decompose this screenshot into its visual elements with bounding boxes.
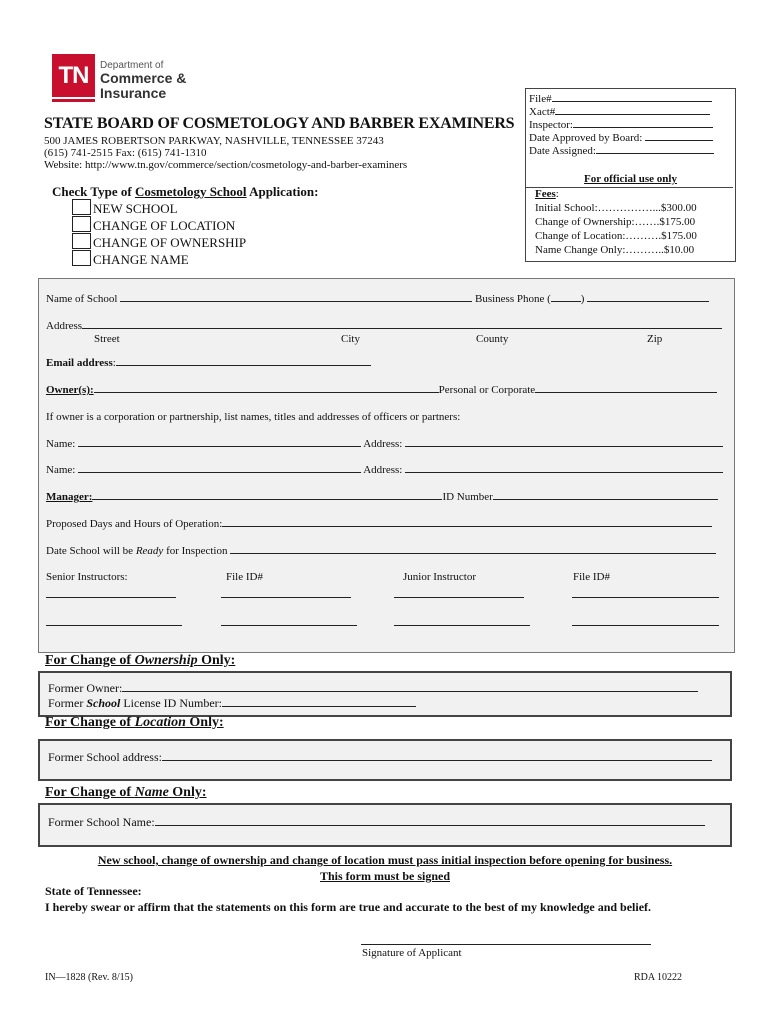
officer-2-name-field[interactable] [78, 472, 361, 473]
file-number-row [529, 93, 712, 106]
school-name-field[interactable] [120, 301, 472, 302]
personal-corporate-label: Personal or Corporate [438, 384, 536, 396]
city-caption: City [341, 333, 360, 345]
option-change-location [72, 216, 235, 234]
new-school-label: NEW SCHOOL [93, 201, 178, 216]
senior-instructor-2-field[interactable] [46, 625, 182, 626]
license-label-pre: Former [48, 696, 87, 710]
business-phone-field[interactable] [587, 301, 709, 302]
state-label: State of Tennessee: [45, 884, 142, 898]
fee-change-location: Change of Location:……….$175.00 [535, 230, 697, 242]
inspection-notice-line-1: New school, change of ownership and change of location must pass initial inspection before opening for business. [97, 853, 673, 867]
junior-file-id-label: File ID# [573, 571, 610, 583]
fees-heading: Fees: [535, 188, 559, 200]
manager-field[interactable] [92, 499, 442, 500]
email-label: Email address [46, 357, 113, 369]
corporation-note: If owner is a corporation or partnership, list names, titles and addresses of officers or partners: [46, 411, 461, 423]
inspector-label: Inspector: [529, 119, 573, 131]
change-ownership-checkbox[interactable] [72, 233, 91, 249]
check-title-post: Application: [246, 184, 319, 199]
logo-line-2: Commerce & [100, 70, 187, 86]
signature-field[interactable] [361, 944, 651, 945]
manager-row [46, 491, 718, 503]
signature-label: Signature of Applicant [362, 947, 462, 959]
inspection-date-field[interactable] [230, 553, 716, 554]
inspection-label-ready: Ready [135, 545, 164, 557]
name-title-em: Name [134, 785, 169, 800]
officer-1-address-label: Address: [363, 438, 403, 450]
personal-corporate-field[interactable] [535, 392, 717, 393]
senior-file-id-2-field[interactable] [221, 625, 357, 626]
owners-field[interactable] [94, 392, 439, 393]
junior-file-id-1-field[interactable] [572, 597, 719, 598]
date-assigned-label: Date Assigned: [529, 145, 596, 157]
former-license-field[interactable] [222, 706, 416, 707]
date-assigned-row [529, 145, 714, 158]
tn-logo-mark: TN [52, 54, 95, 97]
inspector-row [529, 119, 713, 132]
file-number-label: File# [529, 93, 552, 105]
date-approved-label: Date Approved by Board: [529, 132, 643, 144]
hours-row [46, 518, 712, 530]
officer-1-name-label: Name: [46, 438, 76, 450]
school-information-form [38, 278, 735, 653]
board-address: 500 JAMES ROBERTSON PARKWAY, NASHVILLE, TENNESSEE 37243 [44, 135, 384, 147]
application-type-title [52, 184, 318, 200]
new-school-checkbox[interactable] [72, 199, 91, 215]
ownership-title-pre: For Change of [45, 653, 135, 668]
former-address-field[interactable] [162, 760, 712, 761]
inspector-field[interactable] [573, 127, 713, 128]
location-title-post: Only: [185, 715, 224, 730]
owners-label: Owner(s): [46, 384, 94, 396]
change-name-checkbox[interactable] [72, 250, 91, 266]
ownership-section-box [38, 671, 732, 717]
officer-row-2 [46, 464, 723, 476]
ownership-title-em: Ownership [134, 653, 198, 668]
officer-2-name-label: Name: [46, 464, 76, 476]
email-row: Email address: [46, 357, 371, 369]
logo-department-text [100, 60, 210, 101]
location-section-box [38, 739, 732, 781]
officer-2-address-label: Address: [363, 464, 403, 476]
ownership-section-title [45, 653, 235, 669]
license-label-post: License ID Number: [120, 696, 222, 710]
name-title-pre: For Change of [45, 785, 135, 800]
logo-line-1: Department of [100, 60, 164, 71]
option-change-name [72, 250, 189, 268]
manager-id-label: ID Number [442, 491, 493, 503]
junior-instructor-1-field[interactable] [394, 597, 524, 598]
former-owner-label: Former Owner: [48, 681, 123, 695]
option-change-ownership [72, 233, 246, 251]
change-name-label: CHANGE NAME [93, 252, 189, 267]
change-ownership-label: CHANGE OF OWNERSHIP [93, 235, 247, 250]
xact-field[interactable] [555, 114, 710, 115]
logo-line-3: Insurance [100, 85, 167, 101]
fees-section [526, 187, 733, 260]
location-title-em: Location [134, 715, 186, 730]
inspection-label-post: for Inspection [163, 545, 228, 557]
check-title-underlined: Cosmetology School [134, 184, 247, 199]
senior-instructor-1-field[interactable] [46, 597, 176, 598]
senior-file-id-1-field[interactable] [221, 597, 351, 598]
file-number-field[interactable] [552, 101, 712, 102]
board-website: Website: http://www.tn.gov/commerce/section/cosmetology-and-barber-examiners [44, 159, 408, 171]
junior-instructor-2-field[interactable] [394, 625, 530, 626]
business-phone-close: ) [580, 293, 585, 305]
junior-file-id-2-field[interactable] [572, 625, 719, 626]
option-new-school [72, 199, 178, 217]
county-caption: County [476, 333, 509, 345]
board-phone: (615) 741-2515 Fax: (615) 741-1310 [44, 147, 207, 159]
license-label-em: School [86, 696, 121, 710]
address-row [46, 320, 722, 332]
former-license-row [48, 696, 416, 711]
fee-change-ownership: Change of Ownership:…….$175.00 [535, 216, 696, 228]
affirmation-statement: I hereby swear or affirm that the statements on this form are true and accurate to the best of my knowledge and belief. [45, 900, 652, 914]
junior-instructor-label: Junior Instructor [403, 571, 477, 583]
name-section-title [45, 785, 207, 801]
ownership-title-post: Only: [197, 653, 236, 668]
change-location-label: CHANGE OF LOCATION [93, 218, 236, 233]
must-sign-notice: This form must be signed [319, 869, 450, 883]
former-address-label: Former School address: [48, 750, 162, 764]
officer-1-name-field[interactable] [78, 446, 361, 447]
senior-file-id-label: File ID# [226, 571, 263, 583]
former-owner-row [48, 681, 698, 696]
owners-row [46, 384, 717, 396]
date-assigned-field[interactable] [596, 153, 714, 154]
hours-label: Proposed Days and Hours of Operation: [46, 518, 223, 530]
rda-number: RDA 10222 [634, 972, 683, 983]
hours-field[interactable] [222, 526, 712, 527]
form-number: IN—1828 (Rev. 8/15) [45, 972, 133, 983]
former-name-row [48, 815, 705, 830]
manager-label: Manager: [46, 491, 93, 503]
inspection-label-pre: Date School will be [46, 545, 136, 557]
officer-1-address-field[interactable] [405, 446, 723, 447]
check-title-pre: Check Type of [52, 184, 135, 199]
manager-id-field[interactable] [493, 499, 718, 500]
logo-underline [52, 99, 95, 102]
date-approved-row [529, 132, 713, 145]
officer-2-address-field[interactable] [405, 472, 723, 473]
school-name-label: Name of School [46, 293, 118, 305]
xact-label: Xact# [529, 106, 556, 118]
date-approved-field[interactable] [645, 140, 713, 141]
xact-number-row [529, 106, 710, 119]
zip-caption: Zip [647, 333, 663, 345]
inspection-notice [0, 852, 770, 884]
former-owner-field[interactable] [122, 691, 698, 692]
fee-initial-school: Initial School:……………...$300.00 [535, 202, 697, 214]
former-address-row [48, 750, 712, 765]
business-phone-label: Business Phone ( [474, 293, 551, 305]
street-caption: Street [94, 333, 120, 345]
board-title: STATE BOARD OF COSMETOLOGY AND BARBER EXAMINERS [44, 115, 515, 132]
fees-label: Fees [535, 188, 556, 200]
change-location-checkbox[interactable] [72, 216, 91, 232]
location-title-pre: For Change of [45, 715, 135, 730]
fee-name-change: Name Change Only:………..$10.00 [535, 244, 695, 256]
address-label: Address [46, 320, 83, 332]
former-name-field[interactable] [155, 825, 705, 826]
official-use-box [525, 88, 736, 262]
former-name-label: Former School Name: [48, 815, 155, 829]
inspection-date-row [46, 545, 716, 557]
official-use-title: For official use only [584, 173, 677, 185]
school-name-row [46, 293, 709, 305]
officer-row-1 [46, 438, 723, 450]
name-title-post: Only: [168, 785, 207, 800]
email-field[interactable] [116, 365, 371, 366]
senior-instructors-label: Senior Instructors: [46, 571, 128, 583]
area-code-field[interactable] [551, 301, 581, 302]
location-section-title [45, 715, 224, 731]
address-field[interactable] [82, 328, 722, 329]
name-section-box [38, 803, 732, 847]
